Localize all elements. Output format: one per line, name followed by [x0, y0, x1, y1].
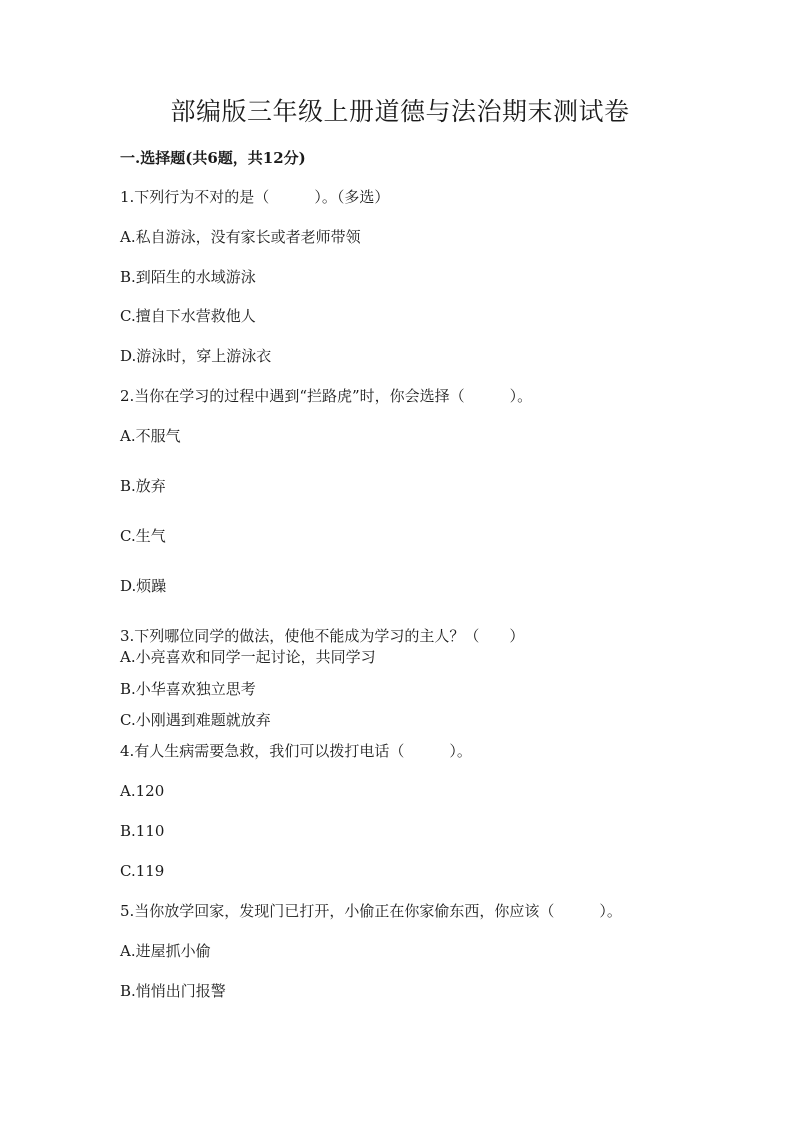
- page-title: 部编版三年级上册道德与法治期末测试卷: [170, 97, 630, 126]
- question-2-option-c: C.生气: [120, 527, 166, 545]
- section-heading: 一.选择题(共6题，共12分): [120, 149, 306, 167]
- question-1-option-b: B.到陌生的水域游泳: [120, 268, 256, 286]
- question-1-option-a: A.私自游泳，没有家长或者老师带领: [120, 228, 361, 246]
- question-2-option-a: A.不服气: [120, 427, 181, 445]
- question-5-stem: 5.当你放学回家，发现门已打开，小偷正在你家偷东西，你应该（ ）。: [120, 902, 622, 920]
- question-3-option-b: B.小华喜欢独立思考: [120, 680, 256, 698]
- question-3-option-a: A.小亮喜欢和同学一起讨论，共同学习: [120, 648, 376, 666]
- question-5-option-b: B.悄悄出门报警: [120, 982, 226, 1000]
- question-5-option-a: A.进屋抓小偷: [120, 942, 211, 960]
- question-1-option-c: C.擅自下水营救他人: [120, 307, 256, 325]
- question-4-option-b: B.110: [120, 822, 165, 840]
- question-4-stem: 4.有人生病需要急救，我们可以拨打电话（ ）。: [120, 742, 472, 760]
- question-2-option-d: D.烦躁: [120, 577, 167, 595]
- question-1-option-d: D.游泳时，穿上游泳衣: [120, 347, 272, 365]
- question-2-option-b: B.放弃: [120, 477, 166, 495]
- question-1-stem: 1.下列行为不对的是（ ）。（多选）: [120, 188, 390, 206]
- question-2-stem: 2.当你在学习的过程中遇到“拦路虎”时，你会选择（ ）。: [120, 387, 533, 405]
- question-4-option-c: C.119: [120, 862, 165, 880]
- question-3-stem: 3.下列哪位同学的做法，使他不能成为学习的主人？（ ）: [120, 627, 525, 645]
- question-3-option-c: C.小刚遇到难题就放弃: [120, 711, 271, 729]
- question-4-option-a: A.120: [120, 782, 165, 800]
